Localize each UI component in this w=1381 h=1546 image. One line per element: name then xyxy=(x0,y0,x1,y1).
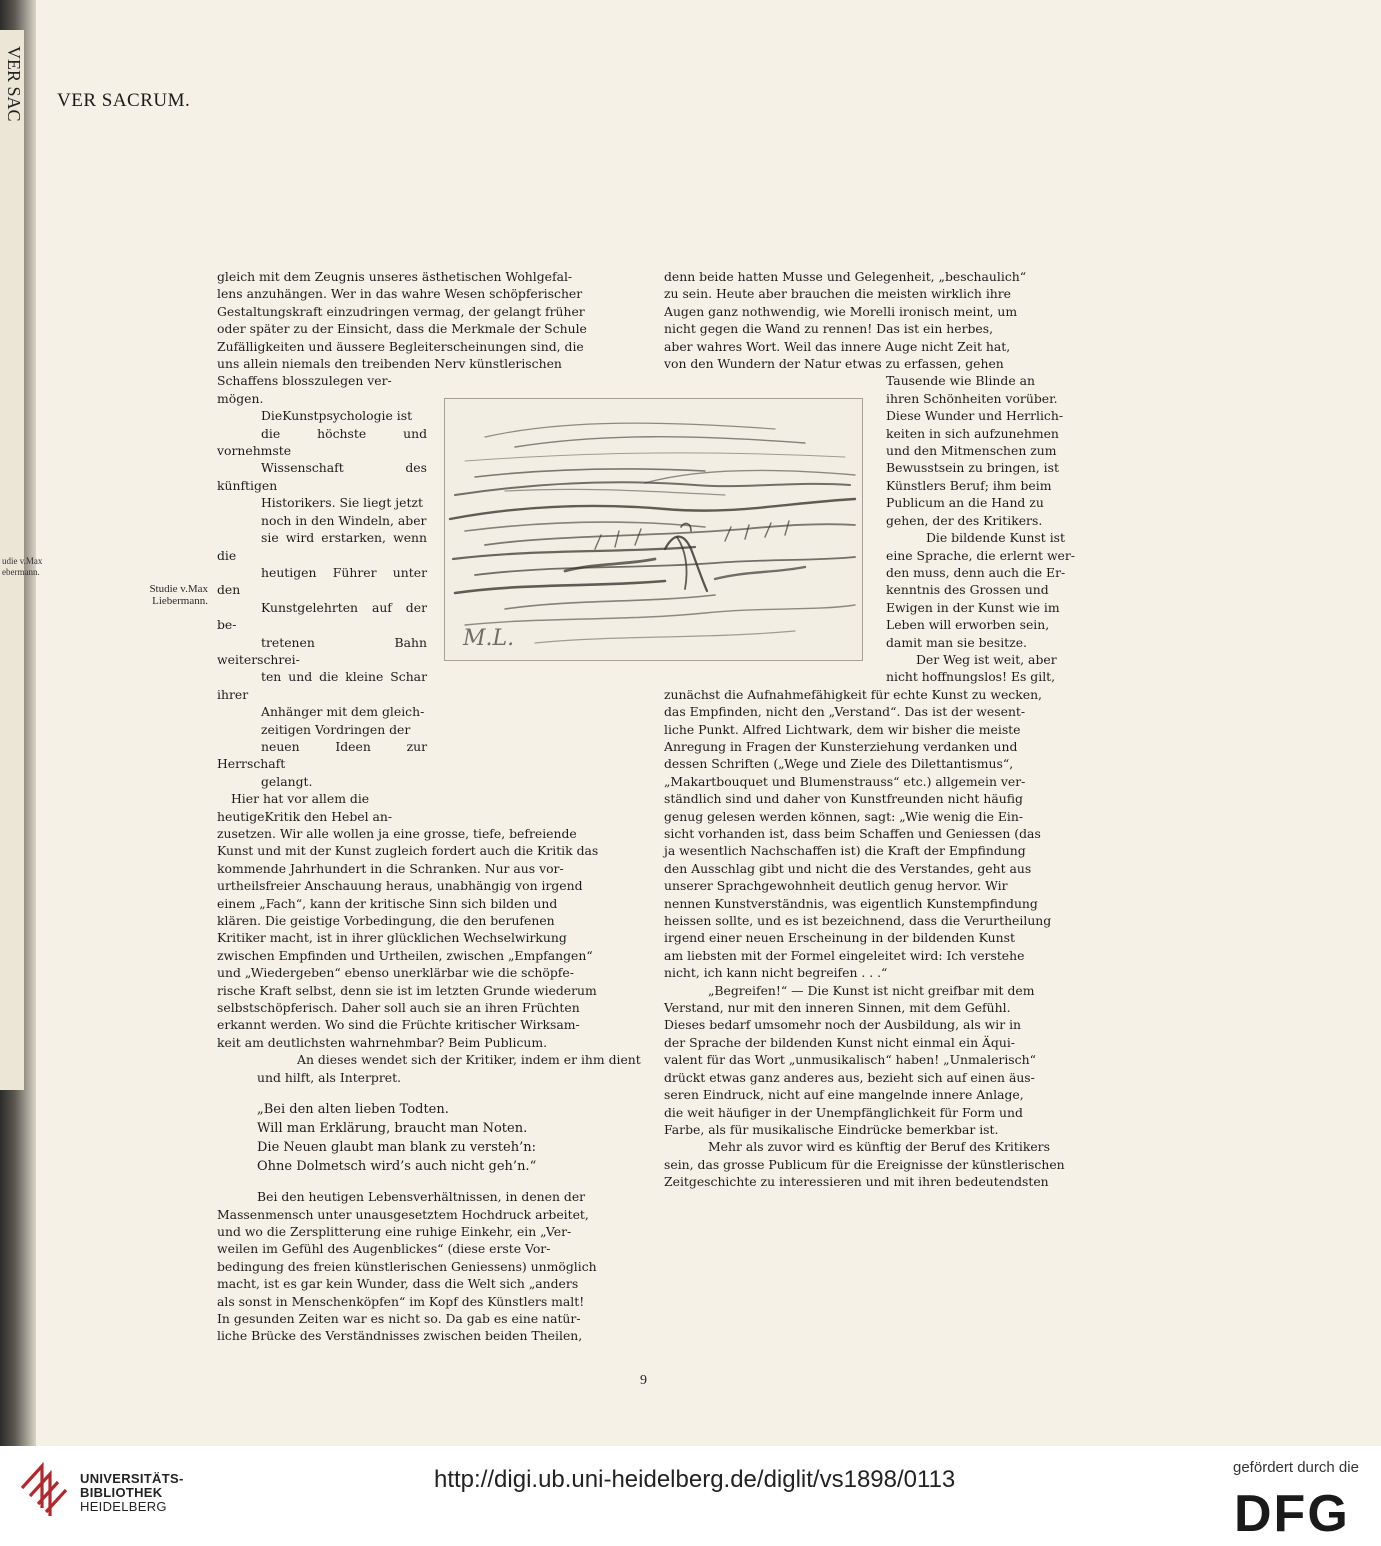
text-column-left xyxy=(217,268,641,1345)
figure-caption: Studie v.Max Liebermann. xyxy=(149,583,208,607)
facing-page-title: VER SAC xyxy=(4,46,24,122)
paragraph: gleich mit dem Zeugnis unseres ästhetischen Wohlgefal- lens anzuhängen. Wer in das wahre Wesen schöpferischer Gestaltungskraft einzudringen vermag, der gelangt früher oder später zu der Einsicht, dass die Merkmale der Schule Zufälligkeiten und äussere Begleiterscheinungen sind, die uns allein niemals den treibenden Nerv künstlerischen xyxy=(217,269,587,372)
paragraph: Bei den heutigen Lebensverhältnissen, in denen der Massenmensch unter unausgesetztem Hochdruck arbeitet, und wo die Zersplitterung eine ruhige Einkehr, ein „Ver- weilen im Gefühl des Augenblickes“ (diese erste Vor- bedingung des freien künstlerischen Geniessens) unmöglich macht, ist es gar kein Wunder, dass die Welt sich „anders als sonst in Menschenköpfen“ im Kopf des Künstlers malt! In gesunden Zeiten war es nicht so. Da gab es eine natür- liche Brücke des Verständnisses zwischen beiden Theilen, xyxy=(217,1189,597,1344)
paragraph: Die bildende Kunst ist eine Sprache, die erlernt wer- den muss, denn auch die Er- kenntnis des Grossen und Ewigen in der Kunst wie im Leben will erworben sein, damit man sie besitze. xyxy=(886,530,1075,650)
page-number: 9 xyxy=(640,1373,647,1388)
paragraph: DieKunstpsychologie ist die höchste und vornehmste Wissenschaft des künftigen Historikers. Sie liegt jetzt noch in den Windeln, aber sie wird erstarken, wenn die heutigen Führer unter den Kunstgelehrten auf der be- tretenen Bahn weiterschrei- ten und die kleine Schar ihrer Anhänger mit dem gleich- zeitigen Vordringen der neuen Ideen zur Herrschaft gelangt. xyxy=(217,408,427,789)
paragraph: denn beide hatten Musse und Gelegenheit, „beschaulich“ zu sein. Heute aber brauchen die meisten wirklich ihre Augen ganz nothwendig, wie Morelli ironisch meint, um nicht gegen die Wand zu rennen! Das ist ein herbes, aber wahres Wort. Weil das innere Auge nicht Zeit hat, von den Wundern der Natur etwas zu erfassen, gehen xyxy=(664,269,1027,372)
facing-page-caption: udie v.Max ebermann. xyxy=(2,556,43,577)
paragraph: An dieses wendet sich der Kritiker, indem er ihm dient und hilft, als Interpret. xyxy=(257,1052,641,1085)
paragraph: Hier hat vor allem die heutigeKritik den Hebel an- xyxy=(217,791,393,824)
paragraph: Mehr als zuvor wird es künftig der Beruf des Kritikers sein, das grosse Publicum für die Ereignisse der künstlerischen Zeitgeschichte zu interessieren und mit ihren bedeutendsten xyxy=(664,1139,1065,1190)
quoted-verse: „Bei den alten lieben Todten. Will man Erklärung, braucht man Noten. Die Neuen glaubt man blank zu versteh’n: Ohne Dolmetsch wird’s auch nicht geh’n.“ xyxy=(257,1102,537,1175)
paragraph: zunächst die Aufnahmefähigkeit für echte Kunst zu wecken, das Empfinden, nicht den „Verstand“. Das ist der wesent- liche Punkt. Alfred Lichtwark, dem wir bisher die meiste Anregung in Fragen der Kunsterziehung verdanken und dessen Schriften („Wege und Ziele des Dilettantismus“, „Makartbouquet und Blumenstrauss“ etc.) allgemein ver- ständlich sind und daher von Kunstfreunden nicht häufig genug gelesen werden können, sagt: „Wie wenig die Ein- sicht vorhanden ist, dass beim Schaffen und Geniessen (das ja wesentlich Nachschaffen ist) die Kraft der Empfindung den Ausschlag gibt und nicht die des Verstandes, geht aus unserer Sprachgewohnheit deutlich genug hervor. Wir nennen Kunstverständnis, was eigentlich Kunstempfindung heissen sollte, und es ist bezeichnend, dass die Verurtheilung irgend einer neuen Erscheinung in der bildenden Kunst am liebsten mit der Formel eingeleitet wird: Ich verstehe nicht, ich kann nicht begreifen . . .“ xyxy=(664,686,1052,981)
paragraph: Schaffens blosszulegen ver- mögen. xyxy=(217,373,392,406)
text-column-right xyxy=(664,268,1088,1191)
university-library-name: UNIVERSITÄTS- BIBLIOTHEK HEIDELBERG xyxy=(80,1471,184,1514)
paragraph: „Begreifen!“ — Die Kunst ist nicht greifbar mit dem Verstand, nur mit den inneren Sinnen, mit dem Gefühl. Dieses bedarf umsomehr noch der Ausbildung, als wir in der Sprache der bildenden Kunst nicht einmal ein Äqui- valent für das Wort „unmusikalisch“ haben! „Unmalerisch“ drückt etwas ganz anderes aus, bezieht sich auf einen äus- seren Eindruck, nicht auf eine mangelnde innere Anlage, die weit häufiger in der Unempfänglichkeit für Form und Farbe, als für musikalische Eindrücke bemerkbar ist. xyxy=(664,982,1036,1137)
svg-text:DFG: DFG xyxy=(1234,1485,1350,1543)
text-wrap-beside-image xyxy=(886,372,1088,685)
paragraph: Der Weg ist weit, aber nicht hoffnungslos! Es gilt, xyxy=(886,651,1057,685)
dfg-logo-icon[interactable] xyxy=(1234,1485,1364,1543)
permalink-url[interactable]: http://digi.ub.uni-heidelberg.de/diglit/vs1898/0113 xyxy=(434,1466,956,1493)
paragraph: Tausende wie Blinde an ihren Schönheiten vorüber. Diese Wunder und Herrlich- keiten in sich aufzunehmen und den Mitmenschen zum Bewusstsein zu bringen, ist Künstlers Beruf; ihm beim Publicum an die Hand zu gehen, der des Kritikers. xyxy=(886,373,1064,528)
university-library-logo-icon[interactable] xyxy=(16,1458,72,1520)
text-wrap-beside-image xyxy=(217,372,427,825)
footer-bar xyxy=(0,1446,1381,1546)
funding-label: gefördert durch die xyxy=(1233,1459,1359,1476)
paragraph: zusetzen. Wir alle wollen ja eine grosse, tiefe, befreiende Kunst und mit der Kunst zugleich fordert auch die Kritik das kommende Jahrhundert in die Schranken. Nur aus vor- urtheilsfreier Anschauung heraus, unabhängig von irgend einem „Fach“, kann der kritische Sinn sich bilden und klären. Die geistige Vorbedingung, die den berufenen Kritiker macht, ist in ihrer glücklichen Wechselwirkung zwischen Empfinden und Urtheilen, zwischen „Empfangen“ und „Wiedergeben“ ebenso unerklärbar wie die schöpfe- rische Kraft selbst, denn sie ist im letzten Grunde wiederum selbstschöpferisch. Daher soll auch sie an ihren Früchten erkannt werden. Wo sind die Früchte kritischer Wirksam- keit am deutlichsten wahrnehmbar? Beim Publicum. xyxy=(217,826,599,1050)
sketch-signature: M.L. xyxy=(463,626,515,651)
running-head: VER SACRUM. xyxy=(57,90,191,111)
